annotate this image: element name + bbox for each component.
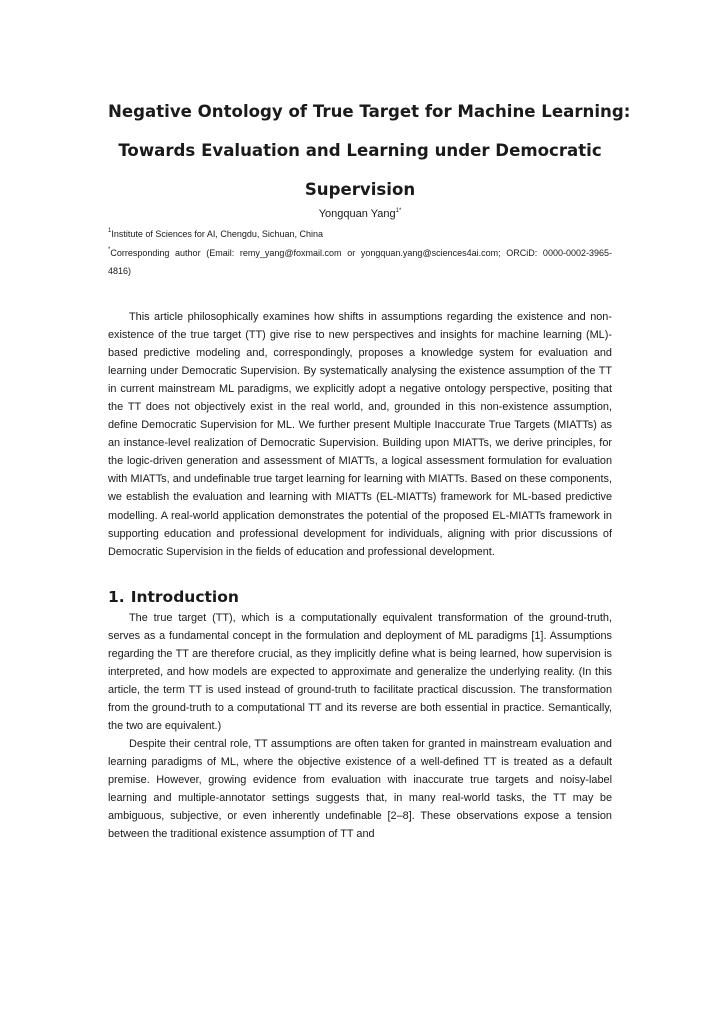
corresponding-mark: * [108,247,111,253]
corresponding-author [108,244,612,280]
paper-title [108,92,631,209]
title-line-3: Supervision [304,180,416,199]
abstract: This article philosophically examines how shifts in assumptions regarding the existence and non-existence of the true target (TT) give rise to new perspectives and insights for machine learning (ML)-based predictive modeling and, correspondingly, proposes a knowledge system for evaluation and learning under Democratic Supervision. By systematically analysing the existence assumption of the TT in current mainstream ML paradigms, we explicitly adopt a negative ontology perspective, positing that the TT does not objectively exist in the real world, and, grounded in this non-existence assumption, define Democratic Supervision for ML. We further present Multiple Inaccurate True Targets (MIATTs) as an instance-level realization of Democratic Supervision. Building upon MIATTs, we derive principles, for the logic-driven generation and assessment of MIATTs, a logical assessment formulation for evaluation with MIATTs, and undefinable true target learning for learning with MIATTs. Based on these components, we establish the evaluation and learning with MIATTs (EL-MIATTs) framework for ML-based predictive modelling. A real-world application demonstrates the potential of the proposed EL-MIATTs framework in supporting education and professional development for individuals, aligning with prior discussions of Democratic Supervision in the fields of education and professional development. [108,311,612,558]
intro-paragraph-2: Despite their central role, TT assumptions are often taken for granted in mainstream evaluation and learning paradigms of ML, where the objective existence of a well-defined TT is treated as a default premise. However, growing evidence from evaluation with inaccurate true targets and noisy-label learning and multiple-annotator settings suggests that, in many real-world tasks, the TT may be ambiguous, subjective, or even inherently undefinable [2–8]. These observations expose a tension between the traditional existence assumption of TT and [108,737,612,841]
author-marks: 1* [395,208,402,214]
author-line [108,206,612,222]
title-line-1: Negative Ontology of True Target for Machine Learning: [108,102,631,121]
title-line-2: Towards Evaluation and Learning under Democratic [118,141,602,160]
intro-paragraph-1: The true target (TT), which is a computationally equivalent transformation of the ground-truth, serves as a fundamental concept in the formulation and deployment of ML paradigms [1]. Assumptions regarding the TT are therefore crucial, as they implicitly define what is being learned, how supervision is interpreted, and how models are expected to approximate and generalize the underlying reality. (In this article, the term TT is used instead of ground-truth to facilitate practical discussion. The transformation from the ground-truth to a computational TT and its reverse are both essential in practice. Semantically, the two are equivalent.) [108,611,612,732]
affiliation [108,226,612,242]
affiliation-mark: 1 [108,228,112,234]
section-title: Introduction [130,587,239,606]
section-number: 1. [108,587,125,606]
affiliation-text: Institute of Sciences for AI, Chengdu, Sichuan, China [111,229,323,239]
section-heading [108,585,612,609]
author-name: Yongquan Yang [318,208,396,220]
corresponding-text: Corresponding author (Email: remy_yang@foxmail.com or yongquan.yang@sciences4ai.com; ORCiD: 0000-0002-3965-4816) [108,248,612,276]
paper-page [108,92,631,843]
